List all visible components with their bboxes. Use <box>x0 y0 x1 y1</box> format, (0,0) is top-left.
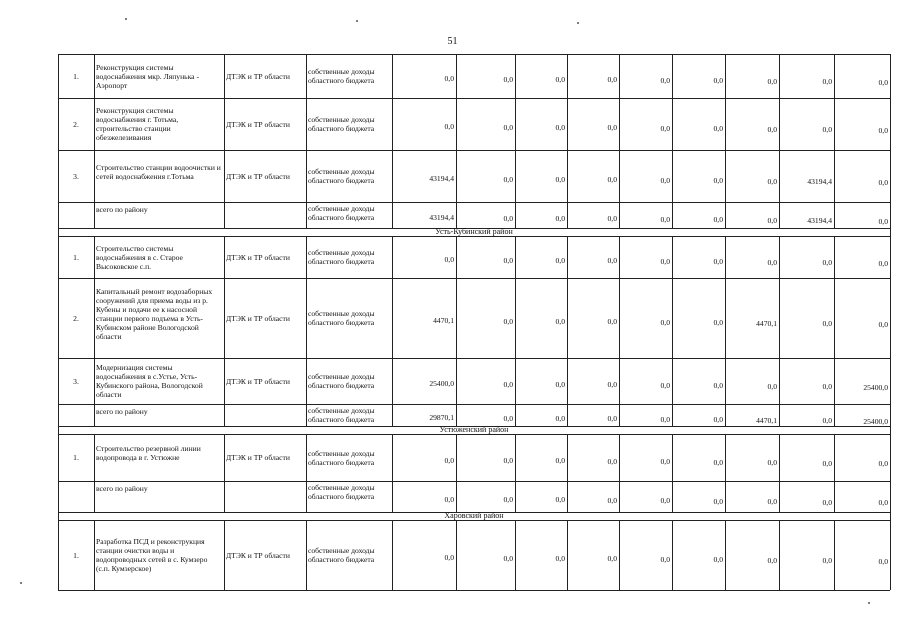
table-col-border <box>224 434 225 481</box>
table-row-border <box>58 404 890 405</box>
value-cell: 0,0 <box>878 556 888 566</box>
executor: ДТЭК и ТР области <box>226 171 290 181</box>
funding-source: собственные доходы областного бюджета <box>308 248 375 266</box>
value-cell: 0,0 <box>503 553 513 563</box>
value-cell: 0,0 <box>878 258 888 268</box>
value-cell: 0,0 <box>878 177 888 187</box>
table-col-border <box>94 520 95 590</box>
value-cell: 0,0 <box>878 216 888 226</box>
section-title: Харовский район <box>444 511 504 520</box>
funding-source: собственные доходы областного бюджета <box>308 483 375 501</box>
project-name: Строительство системы водоснабжения в с. Старое Высоковское с.п. <box>96 243 183 271</box>
table-col-border <box>94 236 95 278</box>
table-col-border <box>834 434 835 481</box>
value-cell: 0,0 <box>555 74 565 84</box>
table-col-border <box>306 54 307 98</box>
value-cell: 0,0 <box>444 553 454 562</box>
section-title: Усть-Кубинский район <box>435 227 513 236</box>
project-name: Капитальный ремонт водозаборных сооружений для приема воды из р. Кубены и подачи ее к насосной станции первого подъема в Усть-Кубинском районе Вологодской области <box>96 286 213 341</box>
value-cell: 0,0 <box>767 381 777 391</box>
table-col-border <box>306 236 307 278</box>
value-cell: 0,0 <box>503 213 513 223</box>
value-cell: 0,0 <box>444 122 454 131</box>
value-cell: 0,0 <box>878 459 888 469</box>
table-col-border <box>224 236 225 278</box>
table-col-border <box>834 520 835 590</box>
table-col-border <box>890 434 891 481</box>
project-name: Модернизация системы водоснабжения в с.Устье, Усть-Кубинского района, Вологодской области <box>96 363 203 399</box>
table-row-border <box>58 98 890 99</box>
value-cell: 0,0 <box>767 458 777 468</box>
value-cell: 0,0 <box>503 495 513 504</box>
table-col-border <box>890 98 891 150</box>
executor: ДТЭК и ТР области <box>226 453 290 462</box>
row-index: 1. <box>73 252 79 262</box>
value-cell: 0,0 <box>555 255 565 265</box>
value-cell: 0,0 <box>713 555 723 565</box>
funding-source: собственные доходы областного бюджета <box>308 167 375 185</box>
district-total-label: всего по району <box>96 205 148 214</box>
value-cell: 25400,0 <box>429 379 454 388</box>
scan-speck <box>868 602 870 604</box>
value-cell: 0,0 <box>660 256 670 266</box>
value-cell: 0,0 <box>607 495 617 505</box>
value-cell: 4470,1 <box>756 415 777 425</box>
value-cell: 0,0 <box>503 122 513 132</box>
table-row-border <box>58 590 890 591</box>
value-cell: 0,0 <box>822 458 832 468</box>
table-col-border <box>890 278 891 358</box>
value-cell: 0,0 <box>607 214 617 224</box>
value-cell: 0,0 <box>878 125 888 135</box>
value-cell: 0,0 <box>555 174 565 184</box>
table-col-border <box>779 236 780 278</box>
table-col-border <box>779 278 780 358</box>
scan-speck <box>577 22 579 24</box>
table-col-border <box>94 202 95 228</box>
value-cell: 4470,1 <box>433 316 454 325</box>
value-cell: 0,0 <box>607 554 617 564</box>
value-cell: 0,0 <box>767 497 777 507</box>
table-col-border <box>58 202 59 228</box>
value-cell: 0,0 <box>822 416 832 426</box>
value-cell: 0,0 <box>822 497 832 507</box>
table-col-border <box>306 202 307 228</box>
value-cell: 0,0 <box>555 122 565 132</box>
table-col-border <box>224 150 225 202</box>
table-col-border <box>779 150 780 202</box>
table-row-border <box>58 150 890 151</box>
value-cell: 0,0 <box>713 318 723 328</box>
value-cell: 43194,4 <box>807 177 832 187</box>
value-cell: 0,0 <box>503 413 513 423</box>
value-cell: 0,0 <box>822 77 832 87</box>
table-col-border <box>224 358 225 404</box>
value-cell: 0,0 <box>555 316 565 326</box>
value-cell: 0,0 <box>767 76 777 86</box>
value-cell: 0,0 <box>555 456 565 466</box>
value-cell: 0,0 <box>713 257 723 267</box>
project-name: Реконструкция системы водоснабжения мкр. Ляпунька - Аэропорт <box>96 62 199 90</box>
table-col-border <box>306 520 307 590</box>
table-col-border <box>779 358 780 404</box>
value-cell: 0,0 <box>713 76 723 86</box>
value-cell: 43194,4 <box>807 216 832 226</box>
table-col-border <box>890 228 891 236</box>
row-index: 3. <box>73 171 79 181</box>
table-col-border <box>779 98 780 150</box>
page-number: 51 <box>447 36 458 47</box>
value-cell: 0,0 <box>713 457 723 467</box>
table-col-border <box>94 54 95 98</box>
value-cell: 0,0 <box>555 379 565 389</box>
value-cell: 0,0 <box>713 124 723 134</box>
value-cell: 0,0 <box>660 123 670 133</box>
value-cell: 0,0 <box>713 496 723 506</box>
value-cell: 0,0 <box>660 414 670 424</box>
project-name: Разработка ПСД и реконструкция станции очистки воды и водопроводных сетей в с. Кумзеро (с.п. Кумзерское) <box>96 537 208 573</box>
table-col-border <box>779 481 780 512</box>
table-col-border <box>94 404 95 426</box>
executor: ДТЭК и ТР области <box>226 550 290 560</box>
executor: ДТЭК и ТР области <box>226 71 290 81</box>
funding-source: собственные доходы областного бюджета <box>308 546 375 564</box>
value-cell: 0,0 <box>767 176 777 186</box>
table-col-border <box>890 202 891 228</box>
table-col-border <box>58 98 59 150</box>
executor: ДТЭК и ТР области <box>226 119 290 129</box>
table-col-border <box>890 54 891 98</box>
value-cell: 0,0 <box>822 556 832 566</box>
table-col-border <box>224 98 225 150</box>
table-col-border <box>94 358 95 404</box>
table-col-border <box>834 98 835 150</box>
project-name: Строительство резервной линии водопровода в г. Устюжне <box>96 444 201 462</box>
value-cell: 0,0 <box>607 380 617 390</box>
value-cell: 0,0 <box>444 74 454 83</box>
value-cell: 0,0 <box>660 317 670 327</box>
table-col-border <box>58 520 59 590</box>
value-cell: 0,0 <box>444 455 454 465</box>
scan-speck <box>356 20 358 22</box>
table-col-border <box>58 278 59 358</box>
funding-source: собственные доходы областного бюджета <box>308 309 375 327</box>
executor: ДТЭК и ТР области <box>226 313 290 323</box>
row-index: 1. <box>73 550 79 560</box>
table-col-border <box>890 150 891 202</box>
row-index: 1. <box>73 71 79 81</box>
value-cell: 0,0 <box>713 415 723 425</box>
table-col-border <box>306 404 307 426</box>
value-cell: 0,0 <box>607 256 617 266</box>
table-col-border <box>890 520 891 590</box>
value-cell: 0,0 <box>660 457 670 467</box>
value-cell: 0,0 <box>607 414 617 424</box>
table-col-border <box>306 434 307 481</box>
table-col-border <box>834 358 835 404</box>
value-cell: 0,0 <box>555 213 565 223</box>
table-row-border <box>58 520 890 521</box>
value-cell: 0,0 <box>555 553 565 563</box>
table-col-border <box>224 481 225 512</box>
value-cell: 0,0 <box>503 316 513 326</box>
row-index: 2. <box>73 119 79 129</box>
value-cell: 0,0 <box>503 255 513 265</box>
table-col-border <box>58 404 59 426</box>
value-cell: 0,0 <box>607 175 617 185</box>
table-col-border <box>58 358 59 404</box>
value-cell: 0,0 <box>503 379 513 389</box>
table-col-border <box>94 150 95 202</box>
value-cell: 0,0 <box>555 413 565 423</box>
table-col-border <box>890 358 891 404</box>
table-col-border <box>58 236 59 278</box>
value-cell: 0,0 <box>607 317 617 327</box>
section-title: Устюженский район <box>439 425 509 434</box>
table-col-border <box>224 202 225 228</box>
table-col-border <box>890 404 891 426</box>
table-col-border <box>306 98 307 150</box>
value-cell: 0,0 <box>822 125 832 135</box>
table-col-border <box>890 481 891 512</box>
value-cell: 0,0 <box>767 124 777 134</box>
value-cell: 0,0 <box>767 215 777 225</box>
value-cell: 0,0 <box>444 255 454 264</box>
row-index: 1. <box>73 453 79 462</box>
table-col-border <box>58 54 59 98</box>
value-cell: 0,0 <box>878 319 888 329</box>
table-row-border <box>58 358 890 359</box>
value-cell: 43194,4 <box>429 174 454 183</box>
table-col-border <box>779 54 780 98</box>
value-cell: 0,0 <box>713 176 723 186</box>
table-col-border <box>224 278 225 358</box>
value-cell: 25400,0 <box>863 382 888 392</box>
value-cell: 29870,1 <box>429 413 454 422</box>
table-col-border <box>306 278 307 358</box>
table-col-border <box>224 404 225 426</box>
table-col-border <box>94 481 95 512</box>
funding-source: собственные доходы областного бюджета <box>308 448 375 467</box>
table-row-border <box>58 278 890 279</box>
value-cell: 0,0 <box>713 381 723 391</box>
value-cell: 0,0 <box>822 382 832 392</box>
table-row-border <box>58 54 890 55</box>
table-col-border <box>834 150 835 202</box>
value-cell: 0,0 <box>503 74 513 84</box>
table-col-border <box>890 236 891 278</box>
value-cell: 0,0 <box>822 258 832 268</box>
value-cell: 0,0 <box>878 498 888 508</box>
table-col-border <box>834 481 835 512</box>
table-col-border <box>306 150 307 202</box>
table-col-border <box>224 520 225 590</box>
value-cell: 4470,1 <box>756 318 777 328</box>
row-index: 2. <box>73 313 79 323</box>
value-cell: 0,0 <box>660 175 670 185</box>
table-col-border <box>306 481 307 512</box>
scan-speck <box>125 18 127 20</box>
table-col-border <box>306 358 307 404</box>
value-cell: 0,0 <box>767 555 777 565</box>
table-col-border <box>890 426 891 434</box>
value-cell: 0,0 <box>555 495 565 505</box>
value-cell: 0,0 <box>503 174 513 184</box>
value-cell: 25400,0 <box>863 416 888 426</box>
project-name: Реконструкция системы водоснабжения г. Тотьма, строительство станции обезжелезивания <box>96 106 179 142</box>
table-col-border <box>834 54 835 98</box>
value-cell: 0,0 <box>660 214 670 224</box>
value-cell: 0,0 <box>878 77 888 87</box>
value-cell: 0,0 <box>822 319 832 329</box>
value-cell: 43194,4 <box>429 213 454 222</box>
scan-speck <box>20 582 22 584</box>
table-col-border <box>94 434 95 481</box>
value-cell: 0,0 <box>444 494 454 504</box>
table-col-border <box>58 434 59 481</box>
funding-source: собственные доходы областного бюджета <box>308 372 375 390</box>
table-col-border <box>890 512 891 520</box>
funding-source: собственные доходы областного бюджета <box>308 67 375 85</box>
row-index: 3. <box>73 376 79 386</box>
table-col-border <box>58 481 59 512</box>
value-cell: 0,0 <box>660 496 670 506</box>
table-col-border <box>94 98 95 150</box>
value-cell: 0,0 <box>660 75 670 85</box>
table-row-border <box>58 202 890 203</box>
table-col-border <box>94 278 95 358</box>
value-cell: 0,0 <box>767 257 777 267</box>
table-row-border <box>58 434 890 435</box>
district-total-label: всего по району <box>96 407 148 416</box>
funding-source: собственные доходы областного бюджета <box>308 115 375 133</box>
table-col-border <box>779 520 780 590</box>
value-cell: 0,0 <box>713 215 723 225</box>
value-cell: 0,0 <box>660 380 670 390</box>
value-cell: 0,0 <box>607 123 617 133</box>
executor: ДТЭК и ТР области <box>226 376 290 386</box>
table-col-border <box>58 150 59 202</box>
project-name: Строительство станции водоочистки и сетей водоснабжения г.Тотьма <box>96 162 221 181</box>
table-col-border <box>224 54 225 98</box>
table-col-border <box>834 236 835 278</box>
district-total-label: всего по району <box>96 484 148 493</box>
funding-source: собственные доходы областного бюджета <box>308 406 375 424</box>
value-cell: 0,0 <box>503 456 513 465</box>
table-row-border <box>58 236 890 237</box>
value-cell: 0,0 <box>607 75 617 85</box>
table-col-border <box>779 434 780 481</box>
table-row-border <box>58 481 890 482</box>
table-col-border <box>834 278 835 358</box>
executor: ДТЭК и ТР области <box>226 252 290 262</box>
value-cell: 0,0 <box>607 456 617 466</box>
value-cell: 0,0 <box>660 554 670 564</box>
funding-source: собственные доходы областного бюджета <box>308 204 375 222</box>
